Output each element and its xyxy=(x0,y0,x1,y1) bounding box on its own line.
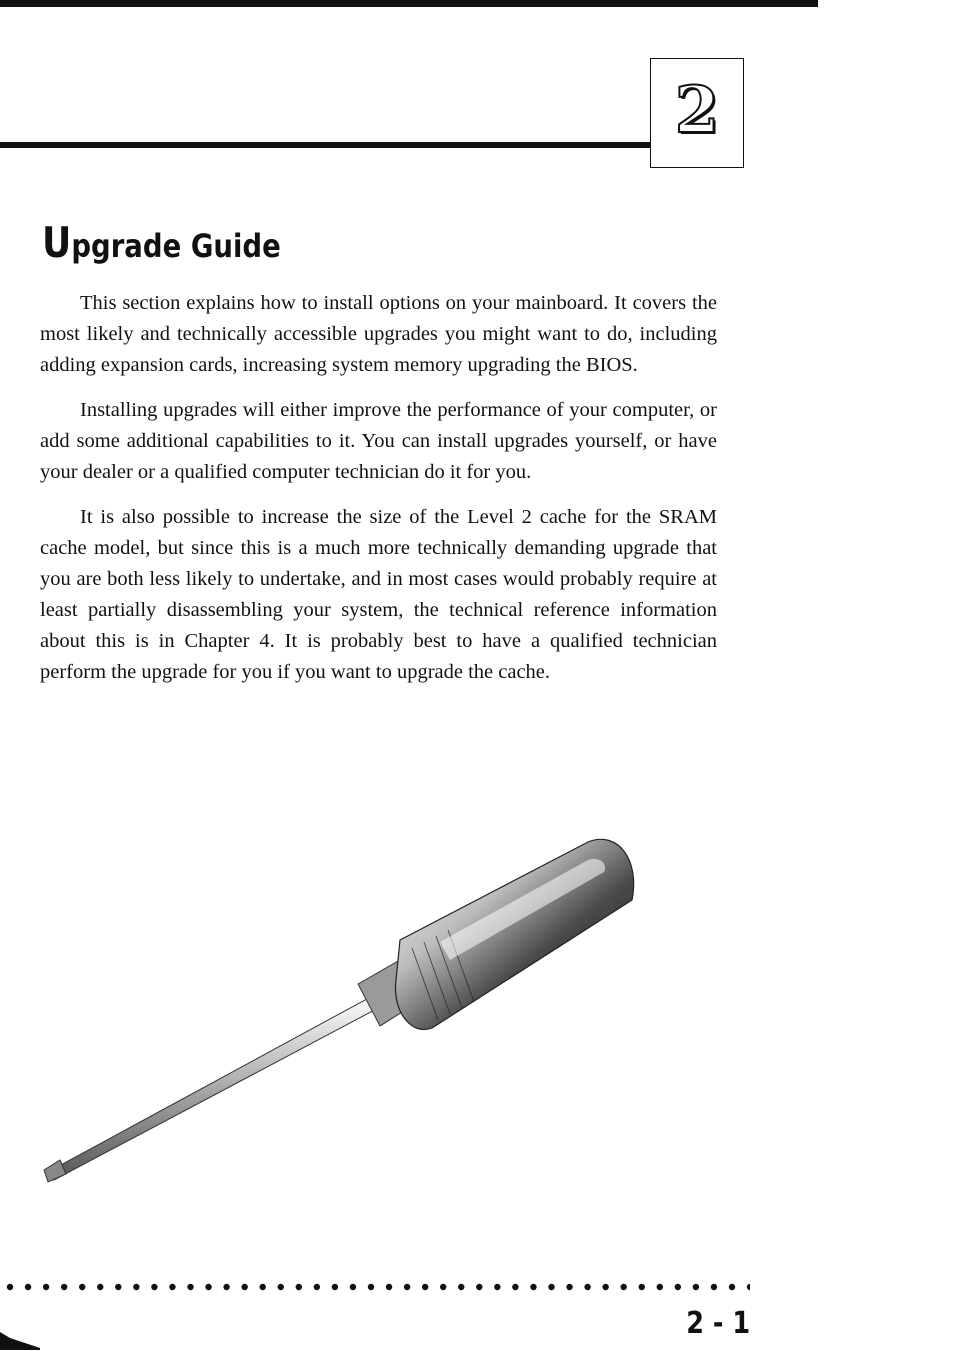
screwdriver-icon xyxy=(40,830,660,1190)
paragraph-intro: This section explains how to install options on your mainboard. It covers the most likely and technically accessible upgrades you might want to do, including adding expansion cards, increasing system memory upgrading the BIOS. xyxy=(40,292,717,376)
chapter-number-box xyxy=(650,58,744,168)
page-title xyxy=(42,218,281,267)
divider-dot xyxy=(223,1284,229,1290)
divider-dot xyxy=(7,1284,13,1290)
divider-dot xyxy=(115,1284,121,1290)
divider-dot xyxy=(61,1284,67,1290)
paragraph-upgrades: Installing upgrades will either improve the performance of your computer, or add some additional capabilities to it. You can install upgrades yourself, or have your dealer or a qualified computer technician do it for you. xyxy=(40,399,717,483)
divider-dot xyxy=(79,1284,85,1290)
body-text xyxy=(40,288,717,702)
divider-dot xyxy=(25,1284,31,1290)
divider-dot xyxy=(386,1284,392,1290)
divider-dot xyxy=(602,1284,608,1290)
dotted-divider xyxy=(6,1282,750,1292)
divider-dot xyxy=(350,1284,356,1290)
divider-dot xyxy=(621,1284,627,1290)
page-title-initial: U xyxy=(42,218,72,267)
divider-dot xyxy=(675,1284,681,1290)
divider-dot xyxy=(296,1284,302,1290)
paragraph-cache: It is also possible to increase the size of the Level 2 cache for the SRAM cache model, but since this is a much more technically demanding upgrade that you are both less likely to undertake, and in most cases would probably require at least partially disassembling your system, the technical reference information about this is in Chapter 4. It is probably best to have a qualified technician perform the upgrade for you if you want to upgrade the cache. xyxy=(40,506,717,683)
divider-dot xyxy=(133,1284,139,1290)
divider-dot xyxy=(314,1284,320,1290)
divider-dot xyxy=(512,1284,518,1290)
divider-dot xyxy=(657,1284,663,1290)
divider-dot xyxy=(187,1284,193,1290)
divider-dot xyxy=(241,1284,247,1290)
divider-dot xyxy=(747,1284,750,1290)
divider-dot xyxy=(693,1284,699,1290)
divider-dot xyxy=(639,1284,645,1290)
divider-dot xyxy=(422,1284,428,1290)
page-title-rest: pgrade Guide xyxy=(71,227,281,265)
divider-dot xyxy=(169,1284,175,1290)
divider-dot xyxy=(494,1284,500,1290)
chapter-number: 2 xyxy=(674,73,720,148)
divider-dot xyxy=(530,1284,536,1290)
divider-dot xyxy=(97,1284,103,1290)
divider-dot xyxy=(584,1284,590,1290)
divider-dot xyxy=(440,1284,446,1290)
divider-dot xyxy=(332,1284,338,1290)
chapter-rule xyxy=(0,142,651,148)
divider-dot xyxy=(260,1284,266,1290)
divider-dot xyxy=(711,1284,717,1290)
divider-dot xyxy=(566,1284,572,1290)
screwdriver-shaft xyxy=(48,994,382,1180)
divider-dot xyxy=(548,1284,554,1290)
divider-dot xyxy=(476,1284,482,1290)
top-rule xyxy=(0,0,818,7)
screwdriver-tip xyxy=(44,1160,66,1182)
corner-mark xyxy=(0,1328,40,1350)
divider-dot xyxy=(368,1284,374,1290)
divider-dot xyxy=(458,1284,464,1290)
divider-dot xyxy=(205,1284,211,1290)
divider-dot xyxy=(729,1284,735,1290)
divider-dot xyxy=(404,1284,410,1290)
page-number: 2 - 1 xyxy=(686,1306,750,1341)
divider-dot xyxy=(151,1284,157,1290)
divider-dot xyxy=(278,1284,284,1290)
divider-dot xyxy=(43,1284,49,1290)
